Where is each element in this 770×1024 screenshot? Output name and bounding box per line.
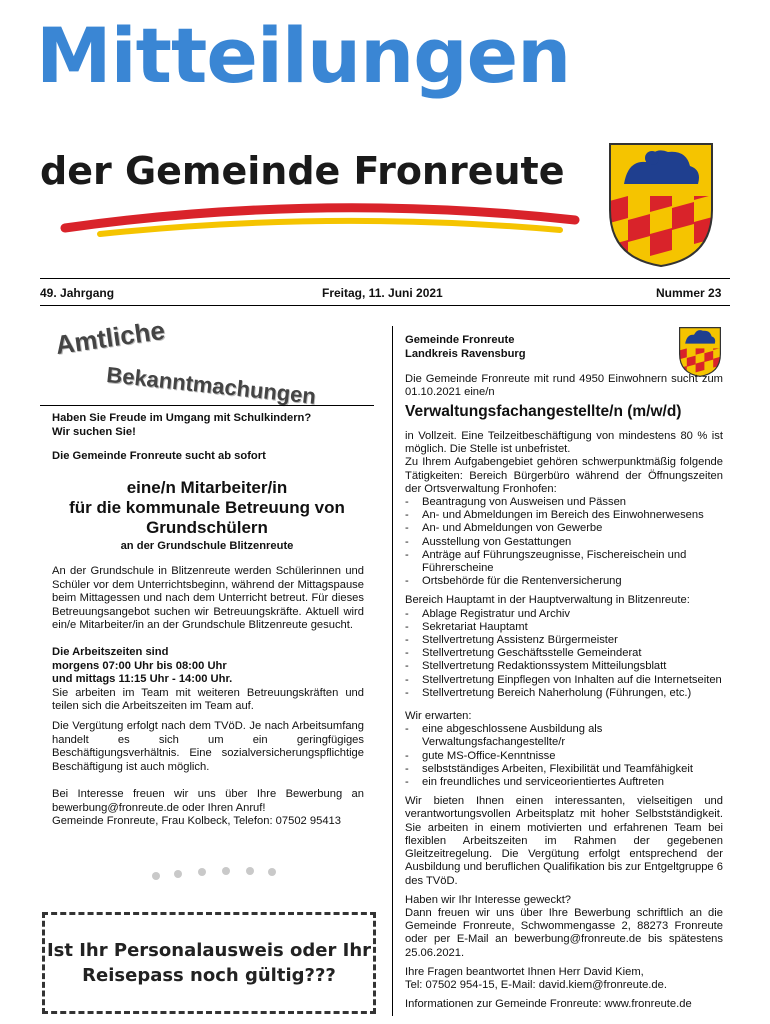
right-ad-expect-lead: Wir erwarten:: [405, 710, 472, 723]
list-item: - Stellvertretung Einpflegen von Inhalten auf die Internetseiten: [405, 674, 723, 687]
list-item: - Anträge auf Führungszeugnisse, Fischereischein und Führerscheine: [405, 549, 723, 575]
issue-number: Nummer 23: [656, 286, 722, 300]
left-ad-intro: [52, 412, 362, 439]
right-ad-tasks-lead: Zu Ihrem Aufgabengebiet gehören schwerpunktmäßig folgende Tätigkeiten: Bereich Bürgerbüro während der Öffnungszeiten der Ortsverwaltung Fronhofen:: [405, 456, 723, 495]
job-title-line2: für die kommunale Betreuung von: [69, 498, 345, 517]
left-ad-job-sub: an der Grundschule Blitzenreute: [120, 540, 294, 552]
right-ad-questions: Ihre Fragen beantwortet Ihnen Herr David Kiem,: [405, 965, 644, 978]
hours-line3: und mittags 11:15 Uhr - 14:00 Uhr.: [52, 673, 233, 686]
list-item: - Ablage Registratur und Archiv: [405, 608, 723, 621]
right-ad-org: [405, 334, 526, 361]
hours-line2: morgens 07:00 Uhr bis 08:00 Uhr: [52, 659, 227, 672]
masthead-title: Mitteilungen: [36, 11, 571, 100]
masthead-swoosh: [60, 198, 580, 238]
right-ad-lead: Die Gemeinde Fronreute mit rund 4950 Einwohnern sucht zum 01.10.2021 eine/n: [405, 373, 723, 399]
expect-list: [405, 723, 723, 789]
list-item: - selbstständiges Arbeiten, Flexibilität und Teamfähigkeit: [405, 763, 723, 776]
left-ad-job-title: [40, 478, 374, 538]
header-rule-top: [40, 278, 730, 279]
list-item: - An- und Abmeldungen im Bereich des Einwohnerwesens: [405, 509, 723, 522]
left-ad-contact: Gemeinde Fronreute, Frau Kolbeck, Telefon: 07502 95413: [52, 815, 341, 827]
list-item: - Stellvertretung Redaktionssystem Mitteilungsblatt: [405, 660, 723, 673]
left-ad-body-3: Die Vergütung erfolgt nach dem TVöD. Je nach Arbeitsumfang handelt es sich um ein geringfügiges Beschäftigungsverhältnis. Eine sozialversicherungspflichtige Beschäftigung ist auch möglich.: [52, 720, 364, 773]
list-item: - Stellvertretung Assistenz Bürgermeister: [405, 634, 723, 647]
section-banner-line2: Bekanntmachungen: [105, 362, 318, 409]
job-title-line3: Grundschülern: [146, 518, 268, 537]
id-notice-line2: Reisepass noch gültig???: [82, 965, 336, 986]
volume-label: 49. Jahrgang: [40, 286, 115, 300]
left-ad-lead: Die Gemeinde Fronreute sucht ab sofort: [52, 450, 266, 462]
tasks-list-1: [405, 496, 723, 588]
job-title-line1: eine/n Mitarbeiter/in: [126, 478, 288, 497]
list-item: - eine abgeschlossene Ausbildung als Verwaltungsfachangestellte/r: [405, 723, 723, 749]
right-ad-body: [405, 430, 723, 1011]
section-banner-line1: Amtliche: [53, 315, 167, 361]
column-divider: [392, 326, 393, 1016]
list-item: - gute MS-Office-Kenntnisse: [405, 750, 723, 763]
masthead-subtitle: der Gemeinde Fronreute: [40, 149, 565, 193]
list-item: - ein freundliches und serviceorientiertes Auftreten: [405, 776, 723, 789]
left-ad-body-2: Sie arbeiten im Team mit weiteren Betreuungskräften und teilen sich die Arbeitszeiten im Team auf.: [52, 686, 364, 713]
right-ad-info: Informationen zur Gemeinde Fronreute: www.fronreute.de: [405, 998, 692, 1011]
id-notice-box: [42, 912, 376, 1014]
hours-line1: Die Arbeitszeiten sind: [52, 646, 169, 658]
header-rule-bottom: [40, 305, 730, 306]
left-ad-body-4: Bei Interesse freuen wir uns über Ihre Bewerbung an bewerbung@fronreute.de oder Ihren Anruf!: [52, 788, 364, 814]
list-item: - Sekretariat Hauptamt: [405, 621, 723, 634]
list-item: - Beantragung von Ausweisen und Pässen: [405, 496, 723, 509]
right-ad-org-1: Gemeinde Fronreute: [405, 334, 515, 346]
left-ad-intro-1: Haben Sie Freude im Umgang mit Schulkindern?: [52, 412, 312, 424]
right-ad-phone: Tel: 07502 954-15, E-Mail: david.kiem@fronreute.de.: [405, 978, 667, 991]
list-item: - Ausstellung von Gestattungen: [405, 536, 723, 549]
issue-date: Freitag, 11. Juni 2021: [322, 286, 443, 300]
id-notice-line1: Ist Ihr Personalausweis oder Ihr: [46, 940, 372, 961]
right-ad-intro: in Vollzeit. Eine Teilzeitbeschäftigung von mindestens 80 % ist möglich. Die Stelle ist unbefristet.: [405, 430, 723, 456]
right-ad-org-2: Landkreis Ravensburg: [405, 347, 526, 360]
coat-of-arms-icon: [606, 140, 716, 270]
decorative-dots-icon: [150, 862, 280, 884]
right-ad-apply-2: Dann freuen wir uns über Ihre Bewerbung schriftlich an die Gemeinde Fronreute, Schwommengasse 2, 88273 Fronreute oder per E-Mail an bewerbung@fronreute.de bis spätestens 25.06.2021.: [405, 906, 723, 959]
right-ad-offer: Wir bieten Ihnen einen interessanten, vielseitigen und verantwortungsvollen Arbeitsplatz mit hoher Selbstständigkeit. Sie arbeiten in einem motivierten und erfahrenen Team bei flexiblen Arbeitszeiten im Rahmen der gegebenen Gleitzeitregelung. Die Vergütung erfolgt entsprechend der Ausbildung und beruflichen Qualifikation bis zur Entgeltgruppe 6 des TVöD.: [405, 795, 723, 887]
right-ad-title: Verwaltungsfachangestellte/n (m/w/d): [405, 403, 682, 420]
right-ad-tasks2-lead: Bereich Hauptamt in der Hauptverwaltung in Blitzenreute:: [405, 594, 690, 607]
list-item: - Ortsbehörde für die Rentenversicherung: [405, 575, 723, 588]
left-ad-hours: [52, 646, 364, 714]
list-item: - Stellvertretung Bereich Naherholung (Führungen, etc.): [405, 687, 723, 700]
list-item: - An- und Abmeldungen von Gewerbe: [405, 522, 723, 535]
left-ad-intro-2: Wir suchen Sie!: [52, 425, 136, 438]
left-ad-body-1: An der Grundschule in Blitzenreute werden Schülerinnen und Schüler vor dem Unterrichtsbeginn, während der Mittagspause beim Mittagessen und nach dem Unterricht betreut. Für dieses Betreuungsangebot suchen wir Betreuungskräfte. Aktuell wird ein/e Mitarbeiter/in an der Grundschule Blitzenreute gesucht.: [52, 565, 364, 632]
list-item: - Stellvertretung Geschäftsstelle Gemeinderat: [405, 647, 723, 660]
small-coat-of-arms-icon: [678, 326, 722, 378]
tasks-list-2: [405, 608, 723, 700]
right-ad-apply-1: Haben wir Ihr Interesse geweckt?: [405, 893, 572, 906]
